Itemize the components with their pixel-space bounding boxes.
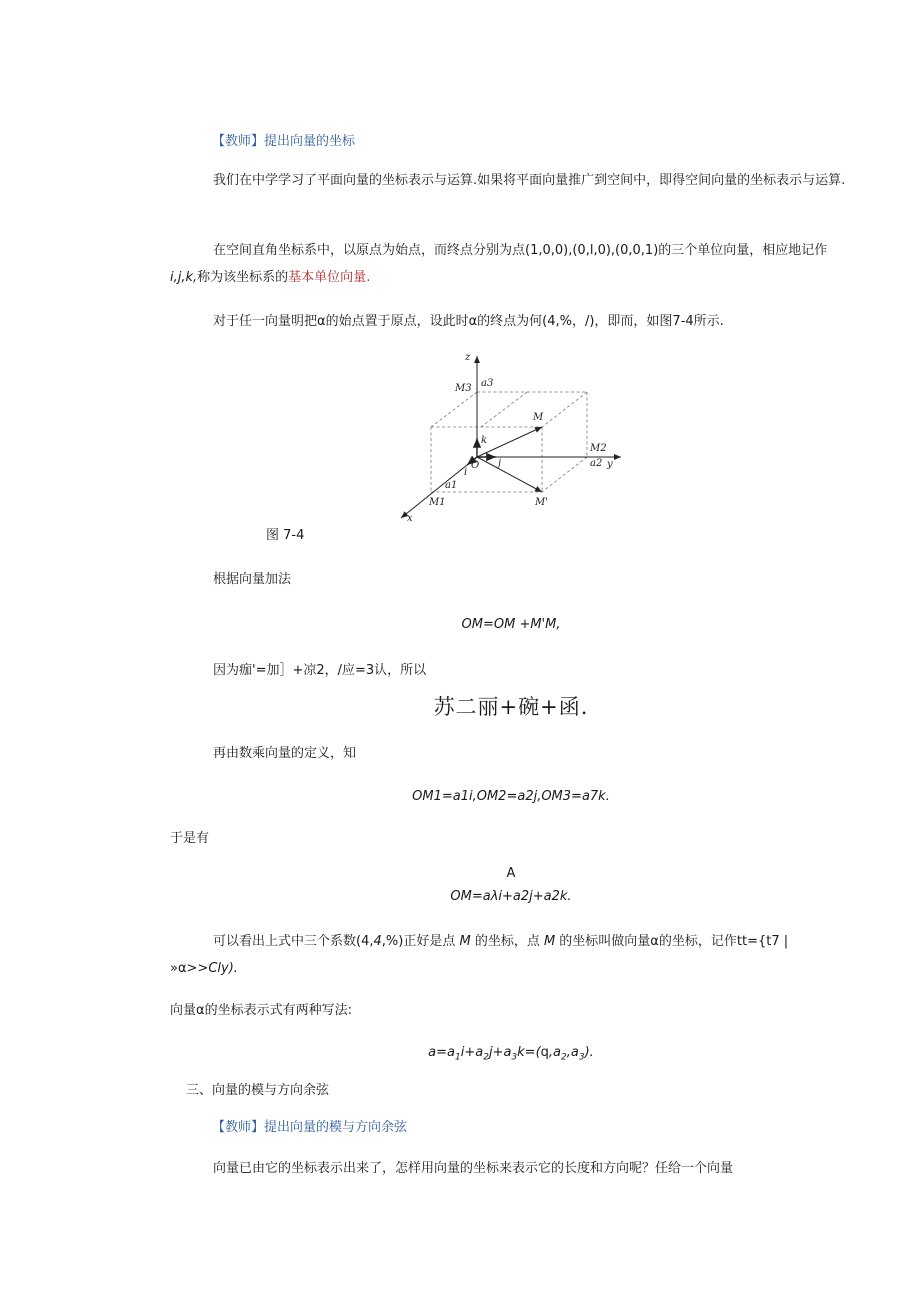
math-coef: 4 xyxy=(373,934,382,949)
heading-teacher-modulus: 【教师】提出向量的模与方向余弦 xyxy=(212,1120,408,1135)
text-part: 的坐标叫做向量α的坐标，记作tt={t7 | »α>> xyxy=(170,934,789,976)
math-M: M xyxy=(543,934,556,949)
eq-part: ). xyxy=(584,1045,594,1060)
paragraph-intro: 我们在中学学习了平面向量的坐标表示与运算.如果将平面向量推广到空间中，即得空间向量的坐标表示与运算. xyxy=(213,173,846,188)
section-heading-3: 三、向量的模与方向余弦 xyxy=(186,1083,330,1098)
eq-part: ,a xyxy=(566,1045,579,1060)
vector-OMprime xyxy=(477,457,542,492)
text-part: 在空间直角坐标系中，以原点为始点，而终点分别为点(1,0,0),(0,l,0),(0,0,1)的三个单位向量，相应地记作 xyxy=(213,243,828,258)
eq-part: ,a xyxy=(548,1045,562,1060)
text-part: 的坐标，点 xyxy=(470,934,544,949)
equation-4-hat: A xyxy=(506,866,516,881)
text-part: ,%)正好是点 xyxy=(381,934,460,949)
term-basic-unit-vector: 基本单位向量 xyxy=(288,270,367,285)
math-vars: i,j,k, xyxy=(170,270,198,285)
math-tail: Cly). xyxy=(208,961,238,976)
paragraph-scalar-mult: 再由数乘向量的定义，知 xyxy=(213,746,357,761)
figure-caption: 图 7-4 xyxy=(266,528,305,543)
equation-4: OM=aλi+a2j+a2k. xyxy=(450,889,572,904)
label-O: O xyxy=(471,460,480,471)
paragraph-coefficients xyxy=(170,928,852,982)
label-z: z xyxy=(465,352,471,363)
paragraph-modulus: 向量已由它的坐标表示出来了，怎样用向量的坐标来表示它的长度和方向呢？任给一个向量 xyxy=(213,1161,734,1176)
paragraph-unit-vectors xyxy=(170,237,852,291)
label-y: y xyxy=(607,459,613,470)
label-a3: a3 xyxy=(481,378,494,389)
label-Mprime: M' xyxy=(535,497,548,508)
label-j: j xyxy=(498,458,502,469)
label-k: k xyxy=(481,435,488,446)
label-a1: a1 xyxy=(445,480,458,491)
figure-7-4 xyxy=(397,350,625,522)
math-M: M xyxy=(459,934,471,949)
text-part: 可以看出上式中三个系数(4, xyxy=(213,934,374,949)
label-x: x xyxy=(407,513,413,522)
heading-teacher-coordinates: 【教师】提出向量的坐标 xyxy=(212,134,356,149)
paragraph-two-forms: 向量α的坐标表示式有两种写法: xyxy=(170,1003,352,1018)
label-M1: M1 xyxy=(429,497,446,508)
equation-3: OM1=a1i,OM2=a2j,OM3=a7k. xyxy=(412,789,610,804)
eq-part: i+a xyxy=(460,1045,484,1060)
label-M3: M3 xyxy=(455,383,472,394)
equation-2: 苏二丽+碗+函. xyxy=(433,695,589,719)
text-part: 称为该坐标系的 xyxy=(197,270,289,285)
eq-part: a=a xyxy=(428,1045,455,1060)
coordinate-diagram xyxy=(397,350,625,522)
equation-5: $a=a_1i+a_2j+a_3k=(q,a_2,a_3)$. xyxy=(428,1045,594,1063)
text-part: . xyxy=(366,270,371,285)
paragraph-so: 于是有 xyxy=(170,831,210,846)
label-i: i xyxy=(464,467,468,478)
paragraph-vector-addition: 根据向量加法 xyxy=(213,572,292,587)
label-a2: a2 xyxy=(590,458,603,469)
eq-part: q xyxy=(540,1045,549,1060)
eq-part: j+a xyxy=(488,1045,512,1060)
eq-part: k=( xyxy=(517,1045,541,1060)
paragraph-any-vector: 对于任一向量明把α的始点置于原点，设此时α的终点为何(4,%，/)，即而，如图7-4所示. xyxy=(213,314,724,329)
equation-1: OM=OM +M'M, xyxy=(461,617,561,632)
label-M2: M2 xyxy=(590,443,607,454)
label-M: M xyxy=(533,412,544,423)
paragraph-because: 因为痂'=加］+凉2，/应=3认，所以 xyxy=(213,663,427,678)
